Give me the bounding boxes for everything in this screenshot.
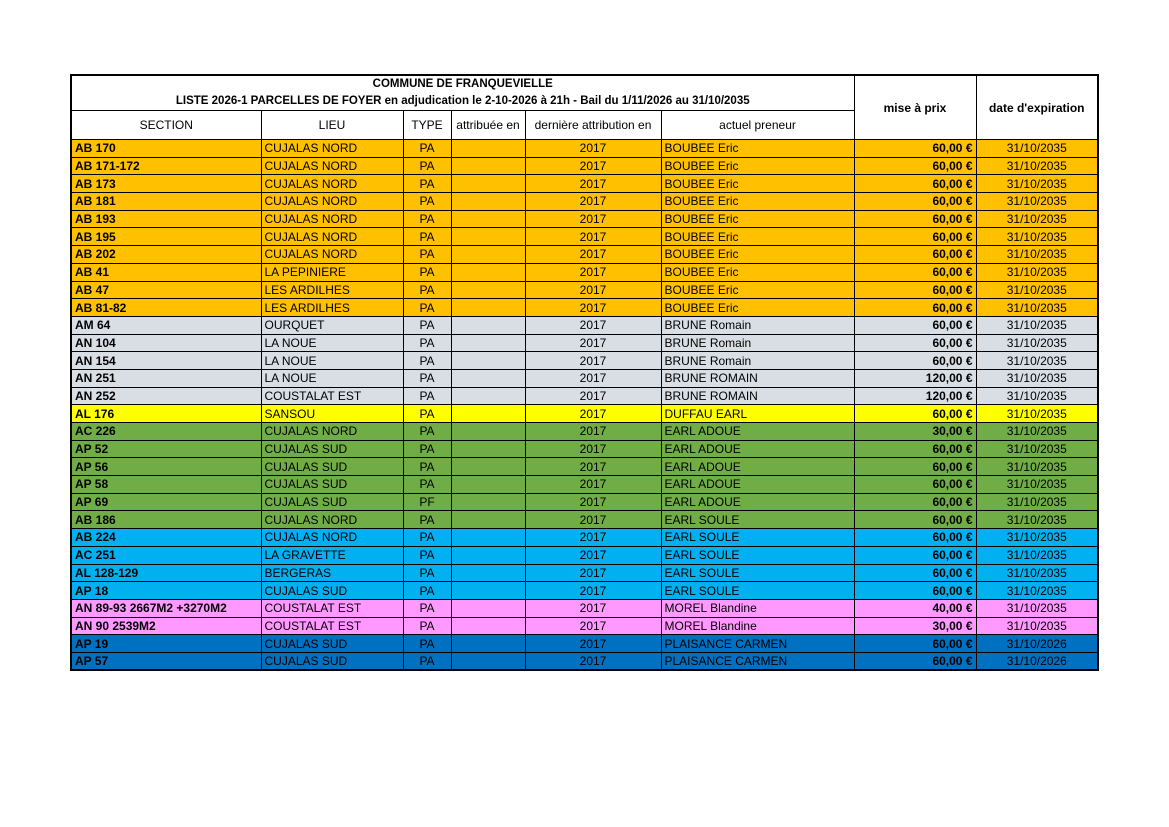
cell-type: PA xyxy=(403,405,451,423)
cell-date-expiration: 31/10/2035 xyxy=(976,157,1098,175)
cell-derniere-attribution: 2017 xyxy=(525,546,661,564)
header-derniere-attribution: dernière attribution en xyxy=(525,111,661,140)
cell-type: PA xyxy=(403,193,451,211)
cell-date-expiration: 31/10/2026 xyxy=(976,635,1098,653)
cell-actuel-preneur: BOUBEE Eric xyxy=(661,140,854,158)
cell-lieu: CUJALAS NORD xyxy=(261,228,403,246)
header-lieu: LIEU xyxy=(261,111,403,140)
cell-attribuee-en xyxy=(451,228,525,246)
cell-attribuee-en xyxy=(451,564,525,582)
cell-attribuee-en xyxy=(451,175,525,193)
cell-type: PA xyxy=(403,369,451,387)
table-row xyxy=(71,529,1098,547)
cell-lieu: CUJALAS NORD xyxy=(261,246,403,264)
cell-mise-a-prix: 60,00 € xyxy=(854,635,976,653)
cell-section: AL 128-129 xyxy=(71,564,261,582)
cell-actuel-preneur: EARL ADOUE xyxy=(661,493,854,511)
cell-lieu: CUJALAS NORD xyxy=(261,423,403,441)
table-row xyxy=(71,546,1098,564)
cell-mise-a-prix: 120,00 € xyxy=(854,369,976,387)
cell-type: PA xyxy=(403,228,451,246)
cell-lieu: CUJALAS NORD xyxy=(261,529,403,547)
cell-mise-a-prix: 60,00 € xyxy=(854,299,976,317)
cell-mise-a-prix: 60,00 € xyxy=(854,493,976,511)
cell-actuel-preneur: BOUBEE Eric xyxy=(661,210,854,228)
table-row xyxy=(71,140,1098,158)
cell-section: AP 18 xyxy=(71,582,261,600)
table-row xyxy=(71,193,1098,211)
cell-type: PF xyxy=(403,493,451,511)
cell-mise-a-prix: 120,00 € xyxy=(854,387,976,405)
title-line-2: LISTE 2026-1 PARCELLES DE FOYER en adjudication le 2-10-2026 à 21h - Bail du 1/11/2026 au 31/10/2035 xyxy=(175,95,750,107)
cell-attribuee-en xyxy=(451,369,525,387)
cell-lieu: CUJALAS SUD xyxy=(261,458,403,476)
cell-actuel-preneur: BOUBEE Eric xyxy=(661,246,854,264)
table-row xyxy=(71,316,1098,334)
cell-actuel-preneur: BOUBEE Eric xyxy=(661,263,854,281)
cell-actuel-preneur: EARL ADOUE xyxy=(661,440,854,458)
cell-type: PA xyxy=(403,157,451,175)
cell-mise-a-prix: 40,00 € xyxy=(854,599,976,617)
cell-lieu: COUSTALAT EST xyxy=(261,599,403,617)
cell-derniere-attribution: 2017 xyxy=(525,246,661,264)
table-row xyxy=(71,582,1098,600)
cell-mise-a-prix: 60,00 € xyxy=(854,546,976,564)
cell-date-expiration: 31/10/2035 xyxy=(976,493,1098,511)
cell-type: PA xyxy=(403,599,451,617)
cell-type: PA xyxy=(403,617,451,635)
table-row xyxy=(71,334,1098,352)
cell-derniere-attribution: 2017 xyxy=(525,316,661,334)
cell-date-expiration: 31/10/2035 xyxy=(976,564,1098,582)
table-row xyxy=(71,299,1098,317)
cell-lieu: CUJALAS SUD xyxy=(261,582,403,600)
cell-type: PA xyxy=(403,582,451,600)
cell-mise-a-prix: 60,00 € xyxy=(854,316,976,334)
cell-lieu: BERGERAS xyxy=(261,564,403,582)
cell-date-expiration: 31/10/2035 xyxy=(976,175,1098,193)
cell-derniere-attribution: 2017 xyxy=(525,193,661,211)
cell-actuel-preneur: PLAISANCE CARMEN xyxy=(661,652,854,670)
cell-date-expiration: 31/10/2035 xyxy=(976,405,1098,423)
cell-attribuee-en xyxy=(451,405,525,423)
cell-mise-a-prix: 60,00 € xyxy=(854,228,976,246)
cell-lieu: LA NOUE xyxy=(261,334,403,352)
cell-mise-a-prix: 60,00 € xyxy=(854,476,976,494)
cell-section: AN 104 xyxy=(71,334,261,352)
cell-attribuee-en xyxy=(451,423,525,441)
cell-mise-a-prix: 60,00 € xyxy=(854,458,976,476)
cell-attribuee-en xyxy=(451,511,525,529)
cell-derniere-attribution: 2017 xyxy=(525,299,661,317)
cell-date-expiration: 31/10/2035 xyxy=(976,423,1098,441)
table-row xyxy=(71,476,1098,494)
cell-derniere-attribution: 2017 xyxy=(525,263,661,281)
cell-mise-a-prix: 60,00 € xyxy=(854,157,976,175)
cell-attribuee-en xyxy=(451,458,525,476)
cell-section: AB 41 xyxy=(71,263,261,281)
table-row xyxy=(71,493,1098,511)
cell-attribuee-en xyxy=(451,281,525,299)
cell-actuel-preneur: MOREL Blandine xyxy=(661,599,854,617)
cell-mise-a-prix: 60,00 € xyxy=(854,334,976,352)
cell-lieu: CUJALAS NORD xyxy=(261,157,403,175)
cell-section: AB 181 xyxy=(71,193,261,211)
cell-date-expiration: 31/10/2035 xyxy=(976,529,1098,547)
cell-type: PA xyxy=(403,316,451,334)
cell-lieu: OURQUET xyxy=(261,316,403,334)
cell-type: PA xyxy=(403,140,451,158)
cell-attribuee-en xyxy=(451,299,525,317)
cell-date-expiration: 31/10/2035 xyxy=(976,281,1098,299)
table-row xyxy=(71,652,1098,670)
table-body xyxy=(71,140,1098,671)
cell-type: PA xyxy=(403,635,451,653)
cell-actuel-preneur: BOUBEE Eric xyxy=(661,281,854,299)
cell-section: AL 176 xyxy=(71,405,261,423)
table-row xyxy=(71,635,1098,653)
cell-section: AN 252 xyxy=(71,387,261,405)
header-attribuee-en: attribuée en xyxy=(451,111,525,140)
cell-type: PA xyxy=(403,423,451,441)
cell-actuel-preneur: BRUNE Romain xyxy=(661,316,854,334)
cell-derniere-attribution: 2017 xyxy=(525,140,661,158)
cell-actuel-preneur: BRUNE Romain xyxy=(661,334,854,352)
cell-section: AB 193 xyxy=(71,210,261,228)
cell-derniere-attribution: 2017 xyxy=(525,582,661,600)
cell-lieu: CUJALAS SUD xyxy=(261,476,403,494)
header-actuel-preneur: actuel preneur xyxy=(661,111,854,140)
table-row xyxy=(71,210,1098,228)
cell-attribuee-en xyxy=(451,246,525,264)
cell-section: AB 47 xyxy=(71,281,261,299)
cell-section: AB 173 xyxy=(71,175,261,193)
cell-date-expiration: 31/10/2035 xyxy=(976,210,1098,228)
cell-section: AP 69 xyxy=(71,493,261,511)
cell-actuel-preneur: EARL SOULE xyxy=(661,564,854,582)
cell-type: PA xyxy=(403,352,451,370)
cell-lieu: LA NOUE xyxy=(261,369,403,387)
cell-date-expiration: 31/10/2035 xyxy=(976,599,1098,617)
cell-section: AM 64 xyxy=(71,316,261,334)
table-row xyxy=(71,511,1098,529)
cell-date-expiration: 31/10/2035 xyxy=(976,228,1098,246)
cell-section: AC 251 xyxy=(71,546,261,564)
cell-actuel-preneur: EARL ADOUE xyxy=(661,423,854,441)
cell-mise-a-prix: 60,00 € xyxy=(854,582,976,600)
table-row xyxy=(71,228,1098,246)
cell-derniere-attribution: 2017 xyxy=(525,405,661,423)
cell-lieu: CUJALAS NORD xyxy=(261,140,403,158)
cell-date-expiration: 31/10/2035 xyxy=(976,246,1098,264)
cell-date-expiration: 31/10/2035 xyxy=(976,617,1098,635)
header-date-expiration: date d'expiration xyxy=(976,75,1098,140)
cell-actuel-preneur: EARL ADOUE xyxy=(661,458,854,476)
cell-actuel-preneur: DUFFAU EARL xyxy=(661,405,854,423)
cell-attribuee-en xyxy=(451,493,525,511)
cell-attribuee-en xyxy=(451,157,525,175)
cell-section: AB 186 xyxy=(71,511,261,529)
cell-derniere-attribution: 2017 xyxy=(525,511,661,529)
table-row xyxy=(71,440,1098,458)
title-line-1: COMMUNE DE FRANQUEVIELLE xyxy=(372,78,553,90)
cell-lieu: CUJALAS NORD xyxy=(261,210,403,228)
cell-type: PA xyxy=(403,440,451,458)
cell-attribuee-en xyxy=(451,210,525,228)
cell-attribuee-en xyxy=(451,140,525,158)
cell-attribuee-en xyxy=(451,546,525,564)
document-title xyxy=(71,75,854,111)
cell-date-expiration: 31/10/2035 xyxy=(976,546,1098,564)
cell-attribuee-en xyxy=(451,263,525,281)
cell-mise-a-prix: 60,00 € xyxy=(854,511,976,529)
cell-date-expiration: 31/10/2035 xyxy=(976,263,1098,281)
cell-mise-a-prix: 60,00 € xyxy=(854,193,976,211)
cell-lieu: CUJALAS NORD xyxy=(261,193,403,211)
table-row xyxy=(71,387,1098,405)
cell-lieu: CUJALAS NORD xyxy=(261,511,403,529)
cell-actuel-preneur: BOUBEE Eric xyxy=(661,175,854,193)
cell-mise-a-prix: 60,00 € xyxy=(854,440,976,458)
cell-actuel-preneur: BRUNE ROMAIN xyxy=(661,369,854,387)
cell-actuel-preneur: MOREL Blandine xyxy=(661,617,854,635)
cell-lieu: LA PEPINIERE xyxy=(261,263,403,281)
cell-date-expiration: 31/10/2035 xyxy=(976,387,1098,405)
table-row xyxy=(71,458,1098,476)
cell-mise-a-prix: 60,00 € xyxy=(854,652,976,670)
cell-date-expiration: 31/10/2035 xyxy=(976,140,1098,158)
cell-attribuee-en xyxy=(451,582,525,600)
cell-derniere-attribution: 2017 xyxy=(525,281,661,299)
cell-actuel-preneur: EARL SOULE xyxy=(661,529,854,547)
cell-section: AB 195 xyxy=(71,228,261,246)
cell-actuel-preneur: EARL SOULE xyxy=(661,582,854,600)
cell-lieu: COUSTALAT EST xyxy=(261,387,403,405)
table-row xyxy=(71,175,1098,193)
cell-lieu: LES ARDILHES xyxy=(261,299,403,317)
table-row xyxy=(71,157,1098,175)
cell-actuel-preneur: BOUBEE Eric xyxy=(661,228,854,246)
cell-section: AP 19 xyxy=(71,635,261,653)
cell-attribuee-en xyxy=(451,599,525,617)
table-row xyxy=(71,369,1098,387)
table-row xyxy=(71,564,1098,582)
table-row xyxy=(71,263,1098,281)
cell-derniere-attribution: 2017 xyxy=(525,440,661,458)
cell-derniere-attribution: 2017 xyxy=(525,228,661,246)
cell-section: AB 81-82 xyxy=(71,299,261,317)
cell-date-expiration: 31/10/2035 xyxy=(976,316,1098,334)
cell-date-expiration: 31/10/2026 xyxy=(976,652,1098,670)
cell-attribuee-en xyxy=(451,387,525,405)
header-section: SECTION xyxy=(71,111,261,140)
cell-lieu: LA GRAVETTE xyxy=(261,546,403,564)
cell-lieu: CUJALAS SUD xyxy=(261,652,403,670)
cell-type: PA xyxy=(403,529,451,547)
cell-date-expiration: 31/10/2035 xyxy=(976,299,1098,317)
cell-attribuee-en xyxy=(451,440,525,458)
table-row xyxy=(71,352,1098,370)
cell-lieu: CUJALAS SUD xyxy=(261,493,403,511)
cell-derniere-attribution: 2017 xyxy=(525,493,661,511)
parcels-table xyxy=(70,74,1099,671)
cell-derniere-attribution: 2017 xyxy=(525,334,661,352)
cell-actuel-preneur: EARL SOULE xyxy=(661,546,854,564)
cell-section: AP 58 xyxy=(71,476,261,494)
cell-lieu: CUJALAS SUD xyxy=(261,635,403,653)
cell-attribuee-en xyxy=(451,529,525,547)
cell-type: PA xyxy=(403,263,451,281)
cell-section: AB 171-172 xyxy=(71,157,261,175)
cell-date-expiration: 31/10/2035 xyxy=(976,369,1098,387)
cell-date-expiration: 31/10/2035 xyxy=(976,352,1098,370)
table-row xyxy=(71,599,1098,617)
cell-section: AC 226 xyxy=(71,423,261,441)
cell-mise-a-prix: 60,00 € xyxy=(854,564,976,582)
cell-section: AB 170 xyxy=(71,140,261,158)
cell-actuel-preneur: EARL ADOUE xyxy=(661,476,854,494)
cell-date-expiration: 31/10/2035 xyxy=(976,582,1098,600)
table-row xyxy=(71,617,1098,635)
cell-attribuee-en xyxy=(451,316,525,334)
cell-derniere-attribution: 2017 xyxy=(525,157,661,175)
cell-actuel-preneur: BRUNE Romain xyxy=(661,352,854,370)
cell-actuel-preneur: BOUBEE Eric xyxy=(661,193,854,211)
header-mise-a-prix: mise à prix xyxy=(854,75,976,140)
cell-date-expiration: 31/10/2035 xyxy=(976,458,1098,476)
cell-derniere-attribution: 2017 xyxy=(525,352,661,370)
cell-type: PA xyxy=(403,511,451,529)
cell-date-expiration: 31/10/2035 xyxy=(976,334,1098,352)
cell-actuel-preneur: PLAISANCE CARMEN xyxy=(661,635,854,653)
cell-attribuee-en xyxy=(451,617,525,635)
cell-type: PA xyxy=(403,281,451,299)
cell-mise-a-prix: 60,00 € xyxy=(854,529,976,547)
cell-lieu: LES ARDILHES xyxy=(261,281,403,299)
cell-section: AB 224 xyxy=(71,529,261,547)
cell-section: AN 251 xyxy=(71,369,261,387)
cell-derniere-attribution: 2017 xyxy=(525,599,661,617)
cell-date-expiration: 31/10/2035 xyxy=(976,476,1098,494)
cell-section: AP 57 xyxy=(71,652,261,670)
cell-type: PA xyxy=(403,476,451,494)
cell-type: PA xyxy=(403,387,451,405)
cell-type: PA xyxy=(403,334,451,352)
cell-type: PA xyxy=(403,210,451,228)
header-type: TYPE xyxy=(403,111,451,140)
cell-derniere-attribution: 2017 xyxy=(525,635,661,653)
cell-section: AN 154 xyxy=(71,352,261,370)
cell-attribuee-en xyxy=(451,193,525,211)
cell-type: PA xyxy=(403,299,451,317)
cell-mise-a-prix: 60,00 € xyxy=(854,263,976,281)
cell-attribuee-en xyxy=(451,652,525,670)
cell-attribuee-en xyxy=(451,334,525,352)
cell-actuel-preneur: BOUBEE Eric xyxy=(661,299,854,317)
cell-section: AP 52 xyxy=(71,440,261,458)
cell-derniere-attribution: 2017 xyxy=(525,529,661,547)
cell-mise-a-prix: 60,00 € xyxy=(854,175,976,193)
cell-mise-a-prix: 60,00 € xyxy=(854,281,976,299)
cell-section: AB 202 xyxy=(71,246,261,264)
cell-lieu: CUJALAS NORD xyxy=(261,175,403,193)
cell-lieu: SANSOU xyxy=(261,405,403,423)
cell-section: AN 90 2539M2 xyxy=(71,617,261,635)
cell-section: AP 56 xyxy=(71,458,261,476)
cell-type: PA xyxy=(403,564,451,582)
cell-mise-a-prix: 30,00 € xyxy=(854,617,976,635)
cell-attribuee-en xyxy=(451,352,525,370)
cell-lieu: LA NOUE xyxy=(261,352,403,370)
cell-derniere-attribution: 2017 xyxy=(525,617,661,635)
cell-derniere-attribution: 2017 xyxy=(525,387,661,405)
cell-derniere-attribution: 2017 xyxy=(525,652,661,670)
cell-derniere-attribution: 2017 xyxy=(525,458,661,476)
cell-section: AN 89-93 2667M2 +3270M2 xyxy=(71,599,261,617)
cell-lieu: COUSTALAT EST xyxy=(261,617,403,635)
cell-mise-a-prix: 30,00 € xyxy=(854,423,976,441)
cell-type: PA xyxy=(403,458,451,476)
cell-derniere-attribution: 2017 xyxy=(525,175,661,193)
cell-actuel-preneur: BOUBEE Eric xyxy=(661,157,854,175)
cell-mise-a-prix: 60,00 € xyxy=(854,352,976,370)
cell-type: PA xyxy=(403,246,451,264)
cell-derniere-attribution: 2017 xyxy=(525,476,661,494)
cell-type: PA xyxy=(403,175,451,193)
cell-type: PA xyxy=(403,546,451,564)
cell-actuel-preneur: BRUNE ROMAIN xyxy=(661,387,854,405)
cell-date-expiration: 31/10/2035 xyxy=(976,440,1098,458)
table-row xyxy=(71,423,1098,441)
cell-mise-a-prix: 60,00 € xyxy=(854,210,976,228)
cell-type: PA xyxy=(403,652,451,670)
table-row xyxy=(71,405,1098,423)
table-row xyxy=(71,281,1098,299)
cell-derniere-attribution: 2017 xyxy=(525,423,661,441)
cell-derniere-attribution: 2017 xyxy=(525,369,661,387)
cell-actuel-preneur: EARL SOULE xyxy=(661,511,854,529)
cell-lieu: CUJALAS SUD xyxy=(261,440,403,458)
cell-derniere-attribution: 2017 xyxy=(525,564,661,582)
cell-mise-a-prix: 60,00 € xyxy=(854,405,976,423)
table-row xyxy=(71,246,1098,264)
cell-mise-a-prix: 60,00 € xyxy=(854,246,976,264)
cell-attribuee-en xyxy=(451,476,525,494)
cell-derniere-attribution: 2017 xyxy=(525,210,661,228)
cell-date-expiration: 31/10/2035 xyxy=(976,193,1098,211)
cell-date-expiration: 31/10/2035 xyxy=(976,511,1098,529)
cell-attribuee-en xyxy=(451,635,525,653)
cell-mise-a-prix: 60,00 € xyxy=(854,140,976,158)
